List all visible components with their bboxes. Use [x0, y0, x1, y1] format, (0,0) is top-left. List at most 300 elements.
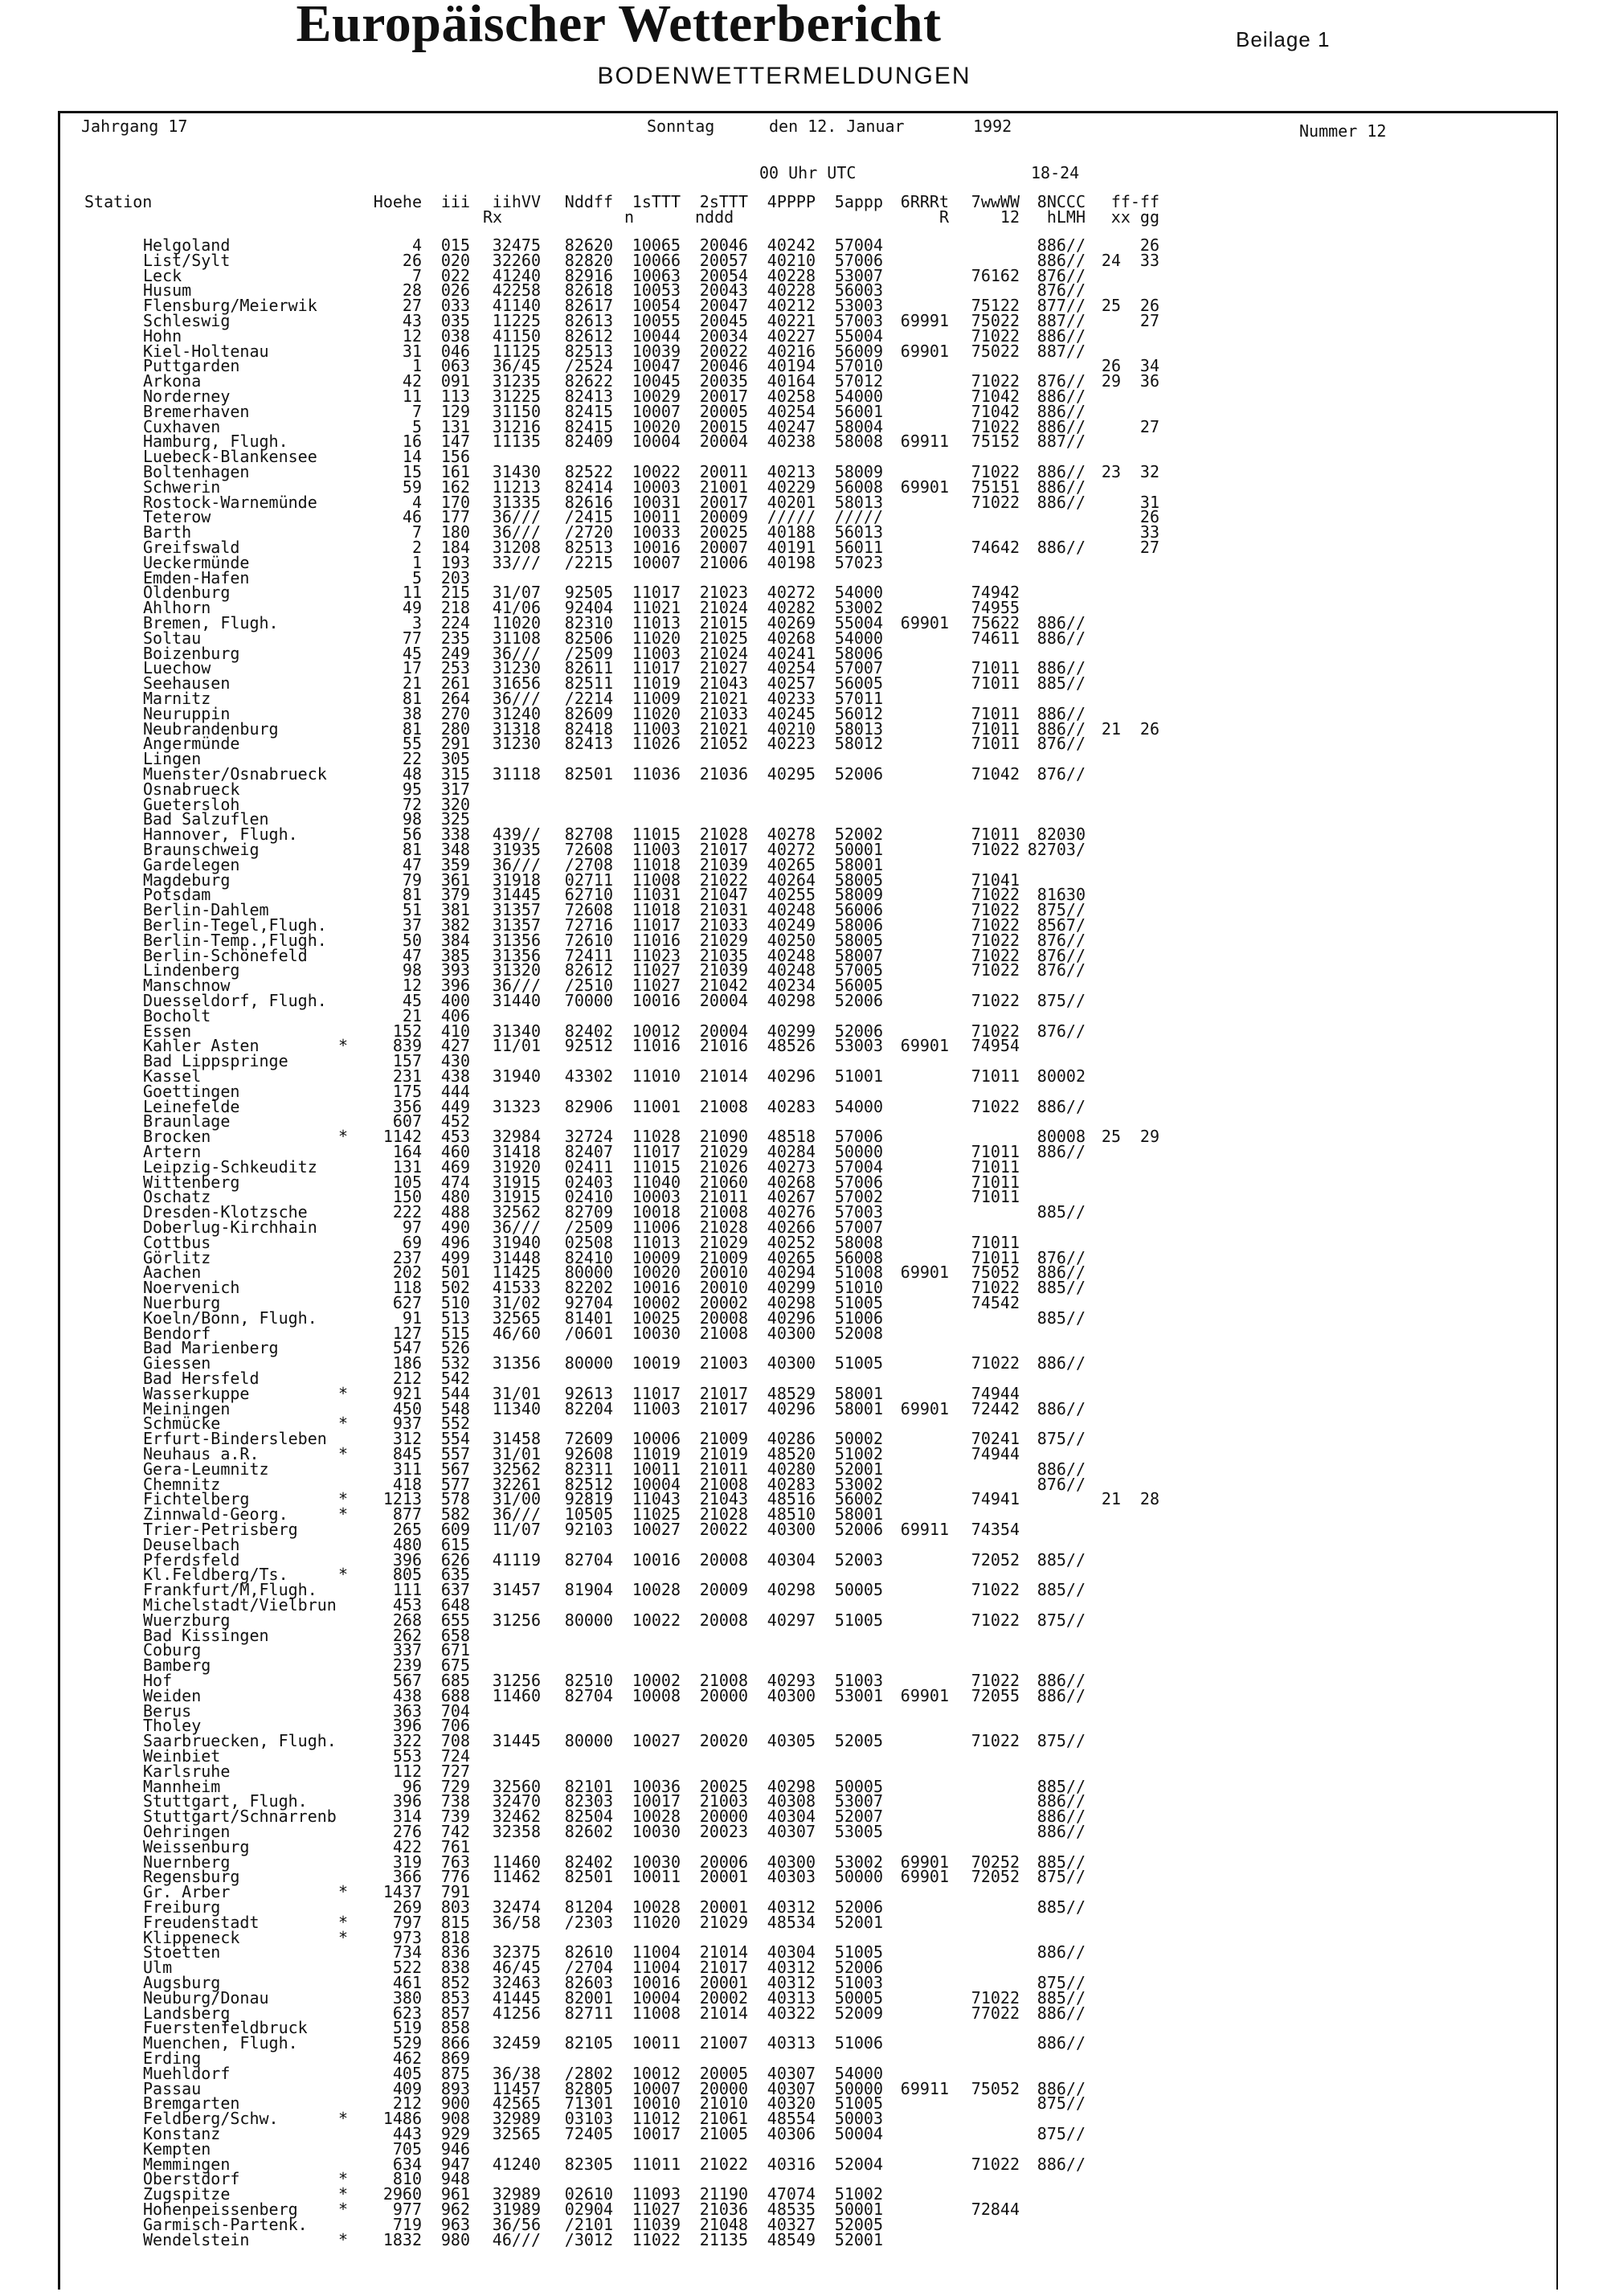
- cell-c: 886//: [1037, 1398, 1086, 1418]
- cell-s2: 20020: [699, 1731, 748, 1751]
- cell-hoehe: 202: [392, 1263, 422, 1283]
- cell-rx: 36///: [492, 689, 541, 708]
- cell-star: *: [338, 2184, 349, 2204]
- cell-station: Berlin-Schönefeld: [143, 945, 308, 965]
- cell-station: Barth: [143, 522, 192, 542]
- cell-rx: 36///: [492, 1504, 541, 1525]
- cell-s1: 10007: [632, 2078, 681, 2098]
- cell-hoehe: 81: [402, 840, 422, 859]
- cell-hoehe: 38: [402, 703, 422, 723]
- cell-ff: 25: [1101, 1127, 1121, 1147]
- cell-c: 877//: [1037, 296, 1086, 316]
- cell-hoehe: 797: [392, 1912, 422, 1932]
- cell-dd: 32724: [564, 1127, 613, 1147]
- cell-dd: 82709: [564, 1202, 613, 1222]
- col-6rrrt: 6RRRt: [900, 192, 949, 211]
- cell-iii: 578: [440, 1489, 470, 1509]
- cell-iii: 893: [440, 2078, 470, 2098]
- cell-s1: 10017: [632, 2124, 681, 2143]
- cell-iii: 577: [440, 1474, 470, 1494]
- cell-c: 887//: [1037, 311, 1086, 330]
- cell-w: 71011: [971, 1232, 1020, 1252]
- cell-station: Saarbruecken, Flugh.: [143, 1731, 337, 1751]
- cell-station: Freudenstadt: [143, 1912, 260, 1932]
- cell-p: 40298: [767, 1580, 816, 1600]
- cell-w: 71011: [971, 734, 1020, 754]
- cell-p: 40233: [767, 689, 816, 708]
- col-2sttt-sub: nddd: [695, 207, 734, 227]
- cell-hoehe: 268: [392, 1610, 422, 1630]
- cell-dd: /2303: [564, 1912, 613, 1932]
- cell-station: Tholey: [143, 1716, 202, 1736]
- cell-station: List/Sylt: [143, 250, 231, 270]
- cell-s1: 10007: [632, 401, 681, 421]
- cell-p: 40266: [767, 1218, 816, 1237]
- cell-s2: 20025: [699, 522, 748, 542]
- cell-station: Bad Kissingen: [143, 1625, 269, 1645]
- cell-a: 56008: [834, 1247, 883, 1267]
- cell-p: 48534: [767, 1912, 816, 1932]
- cell-c: 886//: [1037, 2003, 1086, 2023]
- cell-p: 48549: [767, 2229, 816, 2249]
- cell-iii: 488: [440, 1202, 470, 1222]
- report-frame: [58, 111, 1558, 2290]
- cell-station: Boizenburg: [143, 643, 240, 663]
- cell-p: 40258: [767, 387, 816, 406]
- cell-s1: 10033: [632, 522, 681, 542]
- cell-station: Freiburg: [143, 1897, 221, 1917]
- cell-s2: 21039: [699, 854, 748, 874]
- cell-hoehe: 43: [402, 311, 422, 330]
- cell-station: Schwerin: [143, 477, 221, 497]
- cell-hoehe: 55: [402, 734, 422, 754]
- cell-p: 40276: [767, 1202, 816, 1222]
- cell-s1: 10025: [632, 1308, 681, 1328]
- cell-iii: 582: [440, 1504, 470, 1525]
- cell-station: Magdeburg: [143, 870, 231, 890]
- cell-a: 53007: [834, 265, 883, 285]
- col-iii: iii: [440, 192, 470, 211]
- cell-w: 71011: [971, 1172, 1020, 1192]
- cell-p: 40300: [767, 1353, 816, 1373]
- cell-s1: 11020: [632, 703, 681, 723]
- cell-dd: 82612: [564, 960, 613, 980]
- cell-s2: 21009: [699, 1429, 748, 1449]
- cell-station: Weiden: [143, 1685, 202, 1705]
- cell-p: 40278: [767, 825, 816, 845]
- cell-rx: 33///: [492, 552, 541, 572]
- cell-dd: 72716: [564, 915, 613, 935]
- cell-iii: 515: [440, 1323, 470, 1343]
- cell-dd: 82513: [564, 538, 613, 557]
- cell-w: 71011: [971, 658, 1020, 678]
- cell-p: 40248: [767, 900, 816, 920]
- cell-station: Zugspitze: [143, 2184, 231, 2204]
- cell-p: 40307: [767, 1822, 816, 1841]
- cell-s1: 11028: [632, 1127, 681, 1147]
- cell-dd: 82704: [564, 1549, 613, 1570]
- col-ff: ff-ff: [1110, 192, 1159, 211]
- cell-s1: 11017: [632, 915, 681, 935]
- cell-station: Kempten: [143, 2138, 211, 2159]
- cell-s2: 21017: [699, 1958, 748, 1978]
- cell-iii: 400: [440, 991, 470, 1010]
- cell-iii: 038: [440, 325, 470, 346]
- cell-hoehe: 12: [402, 976, 422, 996]
- cell-station: Helgoland: [143, 235, 231, 255]
- cell-station: Soltau: [143, 628, 202, 648]
- cell-hoehe: 48: [402, 764, 422, 784]
- cell-dd: 82522: [564, 462, 613, 481]
- cell-p: 40303: [767, 1867, 816, 1887]
- cell-a: 50002: [834, 1429, 883, 1449]
- cell-s2: 20008: [699, 1549, 748, 1570]
- cell-iii: 671: [440, 1640, 470, 1660]
- cell-star: *: [338, 1927, 349, 1947]
- cell-iii: 980: [440, 2229, 470, 2249]
- cell-s1: 11013: [632, 1232, 681, 1252]
- cell-s1: 10029: [632, 387, 681, 406]
- cell-s2: 21010: [699, 2093, 748, 2114]
- cell-iii: 961: [440, 2184, 470, 2204]
- cell-dd: 82410: [564, 1247, 613, 1267]
- cell-station: Erding: [143, 2048, 202, 2068]
- cell-a: 52007: [834, 1807, 883, 1827]
- cell-hoehe: 422: [392, 1836, 422, 1856]
- cell-station: Noervenich: [143, 1278, 240, 1298]
- cell-dd: 70000: [564, 991, 613, 1010]
- cell-s2: 20025: [699, 1776, 748, 1796]
- cell-dd: 72608: [564, 840, 613, 859]
- cell-hoehe: 719: [392, 2214, 422, 2234]
- cell-c: 875//: [1037, 1731, 1086, 1751]
- cell-p: 40300: [767, 1520, 816, 1539]
- cell-a: 54000: [834, 583, 883, 603]
- cell-s2: 20007: [699, 538, 748, 557]
- cell-c: 80008: [1037, 1127, 1086, 1147]
- cell-iii: 947: [440, 2154, 470, 2174]
- cell-s2: 20002: [699, 1293, 748, 1312]
- cell-dd: 80000: [564, 1263, 613, 1283]
- col-7wwww-sub: 12: [1000, 207, 1020, 227]
- cell-hoehe: 7: [411, 265, 422, 285]
- cell-p: 40316: [767, 2154, 816, 2174]
- cell-station: Kiel-Holtenau: [143, 341, 269, 361]
- cell-c: 886//: [1037, 416, 1086, 436]
- cell-r: 69911: [900, 1520, 949, 1539]
- cell-s2: 21029: [699, 1232, 748, 1252]
- cell-dd: 92404: [564, 598, 613, 618]
- cell-s2: 21028: [699, 825, 748, 845]
- cell-star: *: [338, 2229, 349, 2249]
- cell-p: 40300: [767, 1685, 816, 1705]
- cell-s1: 10020: [632, 1263, 681, 1283]
- cell-p: 40304: [767, 1942, 816, 1962]
- cell-p: 40283: [767, 1096, 816, 1116]
- cell-hoehe: 973: [392, 1927, 422, 1947]
- cell-rx: 31418: [492, 1142, 541, 1161]
- cell-p: 40306: [767, 2124, 816, 2143]
- cell-s2: 21033: [699, 915, 748, 935]
- cell-c: 876//: [1037, 945, 1086, 965]
- cell-a: 57010: [834, 356, 883, 376]
- cell-iii: 406: [440, 1005, 470, 1025]
- cell-station: Bad Marienberg: [143, 1338, 279, 1358]
- cell-hoehe: 16: [402, 432, 422, 452]
- cell-rx: 31150: [492, 401, 541, 421]
- cell-dd: 02610: [564, 2184, 613, 2204]
- cell-station: Rostock-Warnemünde: [143, 492, 317, 512]
- cell-a: 56006: [834, 900, 883, 920]
- cell-c: 885//: [1037, 1852, 1086, 1872]
- col-4pppp: 4PPPP: [767, 192, 816, 211]
- cell-dd: 82603: [564, 1973, 613, 1992]
- cell-iii: 532: [440, 1353, 470, 1373]
- cell-p: 40273: [767, 1156, 816, 1177]
- cell-s1: 11027: [632, 960, 681, 980]
- cell-s1: 10004: [632, 1474, 681, 1494]
- cell-r: 69901: [900, 1685, 949, 1705]
- cell-station: Schleswig: [143, 311, 231, 330]
- cell-station: Gera-Leumnitz: [143, 1459, 269, 1479]
- cell-iii: 091: [440, 371, 470, 391]
- cell-c: 875//: [1037, 1973, 1086, 1992]
- cell-station: Muenster/Osnabrueck: [143, 764, 327, 784]
- cell-rx: 31935: [492, 840, 541, 859]
- cell-w: 74944: [971, 1383, 1020, 1403]
- cell-station: Emden-Hafen: [143, 567, 250, 587]
- cell-c: 886//: [1037, 1353, 1086, 1373]
- cell-s2: 20009: [699, 507, 748, 527]
- cell-iii: 359: [440, 854, 470, 874]
- cell-s1: 10028: [632, 1580, 681, 1600]
- cell-dd: 82415: [564, 416, 613, 436]
- cell-hoehe: 1142: [382, 1127, 422, 1147]
- cell-station: Ahlhorn: [143, 598, 211, 618]
- cell-s1: 11026: [632, 734, 681, 754]
- cell-w: 71022: [971, 371, 1020, 391]
- cell-w: 75122: [971, 296, 1020, 316]
- cell-station: Cuxhaven: [143, 416, 221, 436]
- cell-dd: 81401: [564, 1308, 613, 1328]
- cell-dd: 82512: [564, 1474, 613, 1494]
- cell-dd: 82708: [564, 825, 613, 845]
- cell-a: 52009: [834, 2003, 883, 2023]
- cell-ff: 23: [1101, 462, 1121, 481]
- cell-p: 40299: [767, 1021, 816, 1041]
- cell-iii: 803: [440, 1897, 470, 1917]
- cell-c: 876//: [1037, 1021, 1086, 1041]
- cell-station: Bad Hersfeld: [143, 1369, 260, 1388]
- cell-s2: 21033: [699, 703, 748, 723]
- cell-rx: 31356: [492, 930, 541, 950]
- cell-rx: 32562: [492, 1459, 541, 1479]
- cell-s1: 10016: [632, 1278, 681, 1298]
- cell-rx: 41119: [492, 1549, 541, 1570]
- cell-station: Deuselbach: [143, 1534, 240, 1554]
- cell-s2: 21008: [699, 1202, 748, 1222]
- cell-hoehe: 239: [392, 1655, 422, 1676]
- cell-s1: 10003: [632, 477, 681, 497]
- cell-w: 75151: [971, 477, 1020, 497]
- cell-s1: 11027: [632, 976, 681, 996]
- cell-c: 886//: [1037, 1263, 1086, 1283]
- cell-station: Konstanz: [143, 2124, 221, 2143]
- cell-s1: 10031: [632, 492, 681, 512]
- cell-a: 57003: [834, 311, 883, 330]
- cell-r: 69991: [900, 311, 949, 330]
- cell-hoehe: 4: [411, 235, 422, 255]
- cell-dd: 92512: [564, 1036, 613, 1056]
- cell-hoehe: 529: [392, 2033, 422, 2053]
- cell-a: 57004: [834, 235, 883, 255]
- cell-iii: 147: [440, 432, 470, 452]
- cell-hoehe: 845: [392, 1444, 422, 1463]
- cell-rx: 36/56: [492, 2214, 541, 2234]
- cell-station: Potsdam: [143, 885, 211, 905]
- cell-w: 74611: [971, 628, 1020, 648]
- cell-station: Bremgarten: [143, 2093, 240, 2114]
- cell-station: Brocken: [143, 1127, 211, 1147]
- cell-a: 50000: [834, 2078, 883, 2098]
- cell-station: Bremerhaven: [143, 401, 250, 421]
- cell-star: *: [338, 1882, 349, 1902]
- cell-dd: 82510: [564, 1671, 613, 1690]
- cell-a: 58009: [834, 885, 883, 905]
- cell-hoehe: 705: [392, 2138, 422, 2159]
- cell-s1: 11018: [632, 854, 681, 874]
- cell-c: 886//: [1037, 1096, 1086, 1116]
- col-8nccc: 8NCCC: [1037, 192, 1086, 211]
- cell-hoehe: 396: [392, 1791, 422, 1811]
- cell-a: 52006: [834, 1958, 883, 1978]
- cell-a: 51001: [834, 1066, 883, 1086]
- cell-w: 71022: [971, 1731, 1020, 1751]
- cell-iii: 869: [440, 2048, 470, 2068]
- cell-s1: 10028: [632, 1807, 681, 1827]
- cell-rx: 36/45: [492, 356, 541, 376]
- cell-iii: 626: [440, 1549, 470, 1570]
- cell-hoehe: 337: [392, 1640, 422, 1660]
- cell-iii: 685: [440, 1671, 470, 1690]
- cell-hoehe: 262: [392, 1625, 422, 1645]
- cell-hoehe: 396: [392, 1716, 422, 1736]
- cell-s1: 11003: [632, 643, 681, 663]
- cell-rx: 31/00: [492, 1489, 541, 1509]
- cell-rx: 41256: [492, 2003, 541, 2023]
- cell-hoehe: 212: [392, 1369, 422, 1388]
- cell-station: Weinbiet: [143, 1746, 221, 1766]
- cell-hoehe: 363: [392, 1701, 422, 1721]
- cell-s1: 11036: [632, 764, 681, 784]
- cell-p: 40296: [767, 1398, 816, 1418]
- cell-c: 875//: [1037, 1610, 1086, 1630]
- cell-s2: 21003: [699, 1353, 748, 1373]
- cell-p: 40307: [767, 2063, 816, 2083]
- cell-iii: 542: [440, 1369, 470, 1388]
- cell-station: Görlitz: [143, 1247, 211, 1267]
- cell-c: 876//: [1037, 1474, 1086, 1494]
- cell-hoehe: 522: [392, 1958, 422, 1978]
- cell-c: 886//: [1037, 703, 1086, 723]
- cell-station: Muenchen, Flugh.: [143, 2033, 298, 2053]
- cell-iii: 738: [440, 1791, 470, 1811]
- cell-rx: 11460: [492, 1852, 541, 1872]
- cell-dd: 72608: [564, 900, 613, 920]
- cell-rx: 42565: [492, 2093, 541, 2114]
- cell-dd: 82511: [564, 673, 613, 694]
- cell-s2: 21008: [699, 1323, 748, 1343]
- cell-s2: 20008: [699, 1308, 748, 1328]
- cell-station: Manschnow: [143, 976, 231, 996]
- cell-s2: 21060: [699, 1172, 748, 1192]
- cell-s2: 21007: [699, 2033, 748, 2053]
- cell-station: Berlin-Tegel,Flugh.: [143, 915, 327, 935]
- cell-c: 82703/: [1027, 840, 1086, 859]
- cell-s1: 11004: [632, 1958, 681, 1978]
- cell-rx: 32462: [492, 1807, 541, 1827]
- cell-s1: 10009: [632, 1247, 681, 1267]
- cell-station: Passau: [143, 2078, 202, 2098]
- cell-station: Muehldorf: [143, 2063, 231, 2083]
- cell-station: Angermünde: [143, 734, 240, 754]
- cell-station: Oehringen: [143, 1822, 231, 1841]
- cell-w: 71011: [971, 1187, 1020, 1207]
- cell-iii: 637: [440, 1580, 470, 1600]
- cell-p: 40298: [767, 1776, 816, 1796]
- cell-hoehe: 11: [402, 583, 422, 603]
- cell-dd: 72610: [564, 930, 613, 950]
- cell-station: Erfurt-Bindersleben: [143, 1429, 327, 1449]
- cell-w: 71011: [971, 1066, 1020, 1086]
- cell-dd: 80000: [564, 1731, 613, 1751]
- cell-s1: 11003: [632, 718, 681, 739]
- cell-r: 69901: [900, 477, 949, 497]
- cell-dd: 82820: [564, 250, 613, 270]
- cell-w: 74955: [971, 598, 1020, 618]
- cell-station: Augsburg: [143, 1973, 221, 1992]
- cell-a: 57012: [834, 371, 883, 391]
- cell-dd: 82407: [564, 1142, 613, 1161]
- cell-w: 71022: [971, 1021, 1020, 1041]
- cell-r: 69901: [900, 1867, 949, 1887]
- cell-station: Guetersloh: [143, 794, 240, 814]
- cell-station: Feldberg/Schw.: [143, 2109, 279, 2129]
- cell-s1: 11013: [632, 613, 681, 632]
- cell-hoehe: 805: [392, 1565, 422, 1585]
- cell-s2: 20045: [699, 311, 748, 330]
- cell-a: 51003: [834, 1671, 883, 1690]
- cell-station: Michelstadt/Vielbrun: [143, 1595, 337, 1615]
- cell-a: 51006: [834, 2033, 883, 2053]
- cell-p: 40198: [767, 552, 816, 572]
- cell-a: 50004: [834, 2124, 883, 2143]
- cell-r: 69901: [900, 1398, 949, 1418]
- cell-s2: 21052: [699, 734, 748, 754]
- cell-hoehe: 311: [392, 1459, 422, 1479]
- cell-hoehe: 480: [392, 1534, 422, 1554]
- cell-rx: 31920: [492, 1156, 541, 1177]
- cell-c: 886//: [1037, 1142, 1086, 1161]
- cell-p: 40313: [767, 2033, 816, 2053]
- cell-a: 56002: [834, 1489, 883, 1509]
- cell-s2: 20010: [699, 1278, 748, 1298]
- cell-rx: 31458: [492, 1429, 541, 1449]
- cell-station: Kassel: [143, 1066, 202, 1086]
- cell-a: 51008: [834, 1263, 883, 1283]
- cell-dd: /2215: [564, 552, 613, 572]
- cell-w: 74942: [971, 583, 1020, 603]
